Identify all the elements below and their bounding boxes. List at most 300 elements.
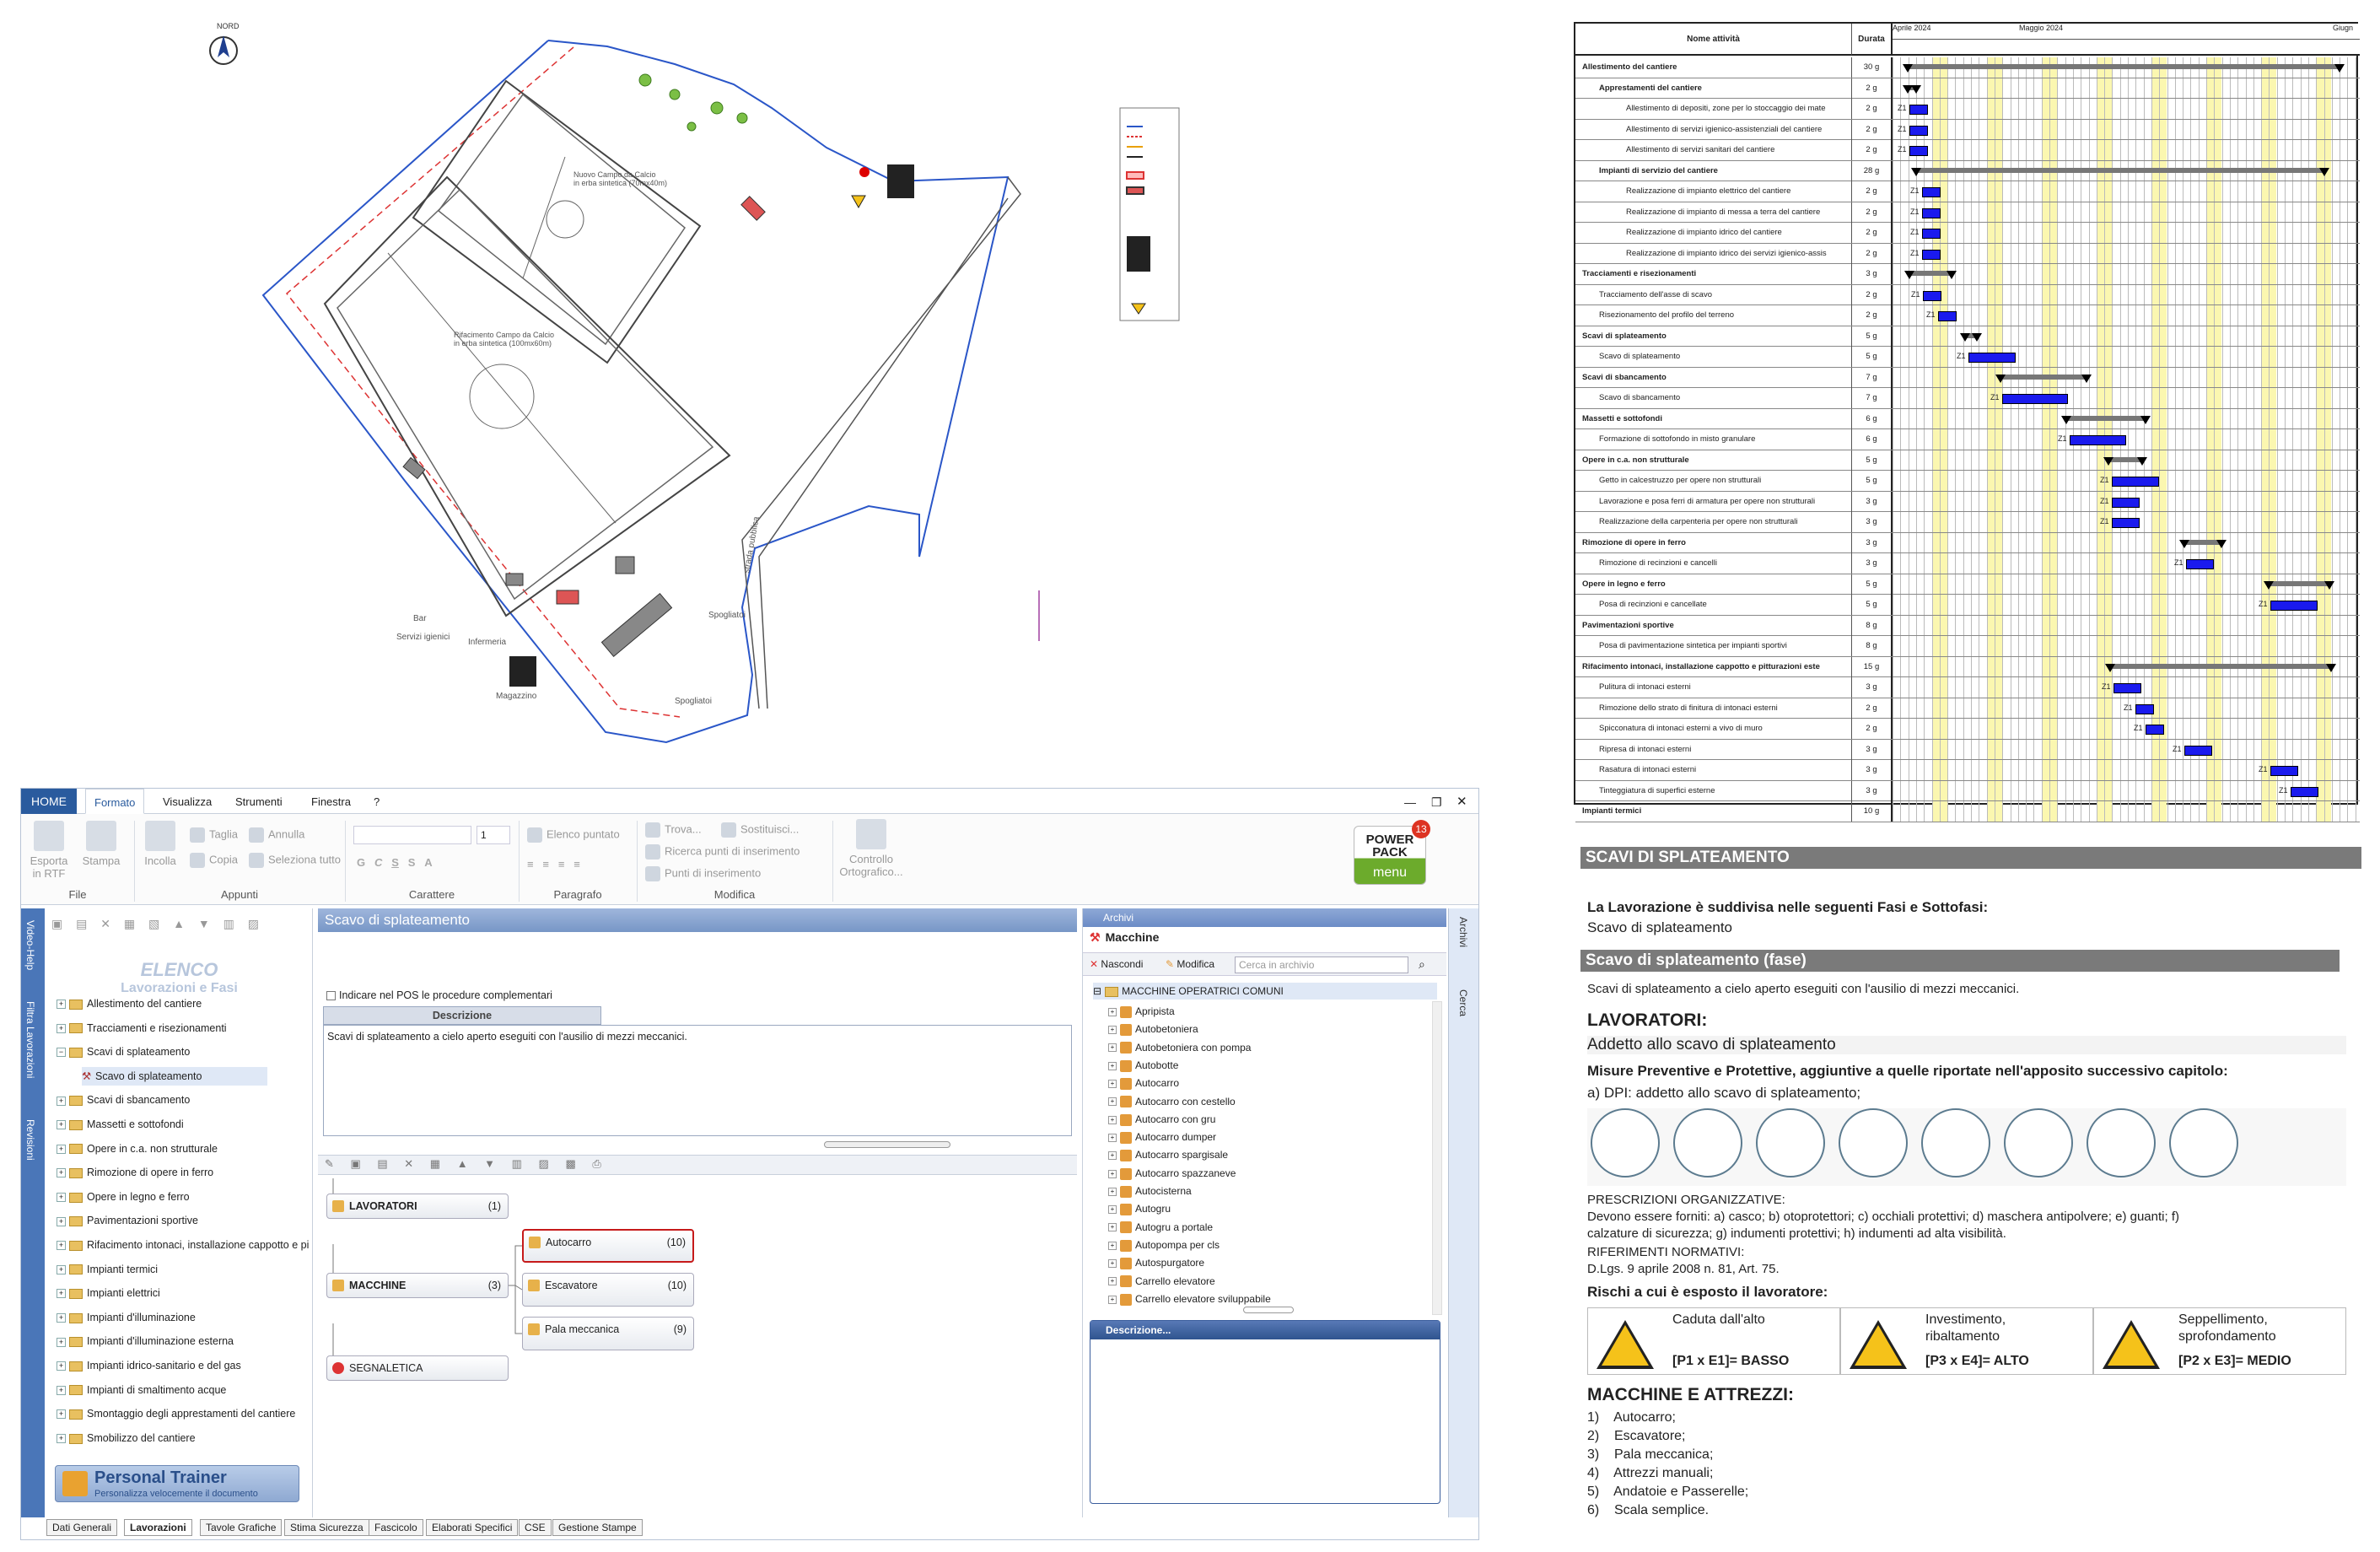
gantt-task-duration: 3 g [1852, 512, 1893, 532]
gantt-task-duration: 7 g [1852, 368, 1893, 388]
gantt-bar [1922, 229, 1941, 239]
description-textarea[interactable]: Scavi di splateamento a cielo aperto eseguiti con l'ausilio di mezzi meccanici. [323, 1025, 1072, 1136]
tab-gestione-stampe[interactable]: Gestione Stampe [552, 1519, 643, 1536]
machine-list-item: 2) Escavatore; [1587, 1429, 1686, 1443]
gloves-icon [1921, 1108, 1990, 1177]
video-help-tab[interactable]: Video-Help [24, 920, 36, 971]
gantt-task-duration: 10 g [1852, 801, 1893, 822]
gantt-month-jun: Giugn [2333, 24, 2354, 32]
archive-scrollbar[interactable] [1432, 1001, 1442, 1315]
notification-badge: 13 [1412, 820, 1430, 838]
gantt-bar [2270, 766, 2298, 776]
tab-cse[interactable]: CSE [519, 1519, 552, 1536]
archive-item[interactable]: + Carrello elevatore [1108, 1273, 1215, 1291]
svg-text:Magazzino: Magazzino [496, 692, 537, 701]
nodes-toolbar[interactable]: ✎ ▣ ▤ ✕ ▦ ▲ ▼ ▥ ▨ ▩ ⎙ [318, 1155, 1077, 1175]
gantt-bar [1922, 250, 1941, 260]
gantt-bar [2112, 477, 2159, 487]
group-paragrafo-label: Paragrafo [553, 888, 602, 901]
gantt-task-name: Posa di pavimentazione sintetica per impianti sportivi [1575, 636, 1852, 656]
tree-item[interactable]: + Opere in c.a. non strutturale [57, 1140, 218, 1158]
copy-button[interactable]: Copia [190, 853, 238, 868]
archive-item[interactable]: + Autospurgatore [1108, 1254, 1204, 1272]
gantt-row [1575, 57, 2360, 78]
replace-icon [721, 822, 736, 838]
tree-item[interactable]: + Massetti e sottofondi [57, 1115, 184, 1134]
folder-icon [69, 1216, 83, 1226]
pin-icon [645, 866, 660, 881]
gantt-task-duration: 28 g [1852, 161, 1893, 181]
find-icon [645, 822, 660, 838]
dust-mask-icon [1839, 1108, 1908, 1177]
machine-icon [1120, 1150, 1132, 1161]
elenco-title: ELENCO [140, 959, 218, 980]
right-side-strip [1448, 908, 1478, 1517]
folder-icon [69, 1264, 83, 1274]
gantt-task-name: Realizzazione di impianto idrico dei servizi igienico-assis [1575, 244, 1852, 264]
gantt-row: Allestimento di servizi igienico-assistenziali del cantiere 2 g Z1 [1575, 120, 2360, 141]
gantt-bar [1923, 291, 1941, 301]
gantt-summary-bar [1965, 333, 1977, 338]
gantt-task-name: Scavo di splateamento [1575, 347, 1852, 367]
segnaletica-node[interactable]: SEGNALETICA [326, 1355, 509, 1381]
gantt-task-name: Rimozione di recinzioni e cancelli [1575, 553, 1852, 574]
doc-fase-desc: Scavi di splateamento a cielo aperto eseguiti con l'ausilio di mezzi meccanici. [1587, 982, 2020, 996]
gantt-task-name: Allestimento di servizi igienico-assistenziali del cantiere [1575, 120, 1852, 140]
doc-riferimenti-label: RIFERIMENTI NORMATIVI: [1587, 1245, 1745, 1259]
archive-item[interactable]: + Apripista [1108, 1003, 1175, 1021]
safety-boots-icon [2004, 1108, 2073, 1177]
left-side-strip [21, 908, 45, 1517]
gantt-task-duration: 2 g [1852, 719, 1893, 739]
archive-item[interactable]: + Autocarro con gru [1108, 1111, 1215, 1129]
gantt-row: Spicconatura di intonaci esterni a vivo di muro 2 g Z1 [1575, 719, 2360, 740]
archive-item[interactable]: + Carrello elevatore sviluppabile [1108, 1291, 1271, 1308]
gantt-summary-bar [1916, 168, 2324, 173]
archive-splitter[interactable] [1243, 1307, 1294, 1313]
gantt-task-name: Pavimentazioni sportive [1575, 616, 1852, 636]
gantt-task-name: Rimozione di opere in ferro [1575, 533, 1852, 553]
site-plan-drawing [0, 0, 1206, 784]
undo-button[interactable]: Annulla [249, 827, 304, 843]
tree-item[interactable]: + Impianti d'illuminazione esterna [57, 1332, 234, 1350]
paste-button[interactable]: Incolla [139, 821, 181, 867]
description-tab[interactable]: Descrizione [323, 1006, 601, 1025]
gantt-task-name: Realizzazione di impianto di messa a terra del cantiere [1575, 202, 1852, 223]
tree-item[interactable]: + Allestimento del cantiere [57, 994, 202, 1013]
gantt-task-name: Scavo di sbancamento [1575, 388, 1852, 408]
export-rtf-button[interactable]: Esporta in RTF [28, 821, 70, 880]
gantt-row: Rasatura di intonaci esterni 3 g Z1 [1575, 760, 2360, 781]
tree-item[interactable]: + Scavi di sbancamento [57, 1091, 190, 1109]
replace-button[interactable]: Sostituisci... [721, 822, 799, 838]
ear-protection-icon [1673, 1108, 1742, 1177]
machine-icon [1120, 1132, 1132, 1144]
gantt-header-name: Nome attività [1575, 24, 1852, 56]
gantt-task-duration: 2 g [1852, 698, 1893, 719]
tree-item[interactable]: + Rimozione di opere in ferro [57, 1163, 213, 1182]
machine-list-item: 3) Pala meccanica; [1587, 1447, 1714, 1462]
gantt-summary-bar [2110, 664, 2331, 669]
copy-icon [190, 853, 205, 868]
search-icon[interactable]: ⌕ [1419, 957, 1425, 971]
folder-icon [69, 1385, 83, 1395]
machine-icon [1120, 1221, 1132, 1233]
gantt-row: Rimozione dello strato di finitura di intonaci esterni 2 g Z1 [1575, 698, 2360, 719]
gantt-row: Getto in calcestruzzo per opere non strutturali 5 g Z1 [1575, 471, 2360, 492]
gantt-summary-bar [1908, 64, 2340, 69]
archive-item[interactable]: + Autocarro spazzaneve [1108, 1165, 1236, 1183]
gantt-row: Allestimento di servizi sanitari del cantiere 2 g Z1 [1575, 140, 2360, 161]
cut-button[interactable]: Taglia [190, 827, 238, 843]
gantt-task-duration: 5 g [1852, 471, 1893, 491]
gantt-task-name: Allestimento di servizi sanitari del cantiere [1575, 140, 1852, 160]
menu-visualizza[interactable]: Visualizza [163, 795, 213, 808]
archive-item[interactable]: + Autobetoniera con pompa [1108, 1039, 1251, 1057]
gantt-task-name: Tinteggiatura di superfici esterne [1575, 781, 1852, 801]
close-icon[interactable]: ✕ [1457, 795, 1467, 809]
gantt-row: Rimozione di recinzioni e cancelli 3 g Z1 [1575, 553, 2360, 574]
archive-description-header: Descrizione... [1090, 1321, 1440, 1339]
machine-icon [1120, 1204, 1132, 1215]
power-pack-line2: PACK [1372, 845, 1408, 860]
gantt-task-duration: 3 g [1852, 492, 1893, 512]
gantt-row: Scavo di sbancamento 7 g Z1 [1575, 388, 2360, 409]
archive-item[interactable]: + Autocarro con cestello [1108, 1093, 1236, 1111]
gantt-bar [2002, 394, 2068, 404]
tree-item[interactable]: + Tracciamenti e risezionamenti [57, 1019, 227, 1037]
tool-icon: ⚒ [82, 1070, 92, 1082]
tree-item[interactable]: + Smobilizzo del cantiere [57, 1429, 196, 1447]
folder-icon [69, 1313, 83, 1323]
gantt-task-name: Realizzazione di impianto elettrico del cantiere [1575, 181, 1852, 202]
gantt-bar [2186, 559, 2214, 569]
svg-text:in erba sintetica (100mx60m): in erba sintetica (100mx60m) [454, 339, 552, 348]
goggles-icon [1756, 1108, 1825, 1177]
gantt-row: Formazione di sottofondo in misto granulare 6 g Z1 [1575, 429, 2360, 450]
menu-strumenti[interactable]: Strumenti [235, 795, 283, 808]
select-all-button[interactable]: Seleziona tutto [249, 853, 341, 868]
svg-text:Spogliatoi: Spogliatoi [675, 697, 712, 706]
gantt-task-duration: 30 g [1852, 57, 1893, 78]
svg-text:Infermeria: Infermeria [468, 638, 507, 647]
ribbon [21, 814, 1478, 905]
machine-icon [1120, 1060, 1132, 1072]
folder-icon [69, 1289, 83, 1299]
gantt-task-name: Impianti di servizio del cantiere [1575, 161, 1852, 181]
tree-item[interactable]: + Impianti termici [57, 1260, 158, 1279]
gantt-task-name: Posa di recinzioni e cancellate [1575, 595, 1852, 615]
gantt-row [1575, 533, 2360, 554]
gantt-task-name: Rifacimento intonaci, installazione cappotto e pitturazioni este [1575, 657, 1852, 677]
svg-text:Spogliatoi: Spogliatoi [708, 611, 746, 620]
gantt-row: Lavorazione e posa ferri di armatura per opere non strutturali 3 g Z1 [1575, 492, 2360, 513]
spellcheck-button[interactable]: Controllo Ortografico... [837, 819, 905, 878]
gantt-summary-bar [2108, 457, 2142, 462]
gantt-task-name: Scavi di sbancamento [1575, 368, 1852, 388]
gantt-row: Realizzazione di impianto elettrico del cantiere 2 g Z1 [1575, 181, 2360, 202]
archivi-title: ⚒ Macchine [1090, 930, 1160, 944]
archive-item[interactable]: + Autocarro dumper [1108, 1129, 1216, 1146]
tab-lavorazioni[interactable]: Lavorazioni [124, 1519, 192, 1536]
tree-item[interactable]: + Impianti elettrici [57, 1284, 160, 1302]
gantt-bar [1909, 126, 1928, 136]
gantt-row [1575, 161, 2360, 182]
font-family-select[interactable] [353, 826, 471, 844]
group-modifica-label: Modifica [713, 888, 756, 901]
elenco-toolbar[interactable]: ▣ ▤ ✕ ▦ ▧ ▲ ▼ ▥ ▨ [51, 917, 264, 930]
gantt-row [1575, 801, 2360, 822]
gantt-task-duration: 2 g [1852, 140, 1893, 160]
gantt-bar [1922, 187, 1941, 197]
doc-fase-name: Scavo di splateamento [1587, 919, 1732, 935]
machine-icon [1120, 1078, 1132, 1090]
power-pack-menu-button[interactable] [1354, 823, 1427, 885]
insert-points-button[interactable]: Punti di inserimento [645, 866, 761, 881]
find-button[interactable]: Trova... [645, 822, 702, 838]
gantt-row [1575, 657, 2360, 678]
helmet-icon [1591, 1108, 1660, 1177]
machine-icon [1120, 1258, 1132, 1269]
folder-icon [69, 1120, 83, 1130]
tree-item[interactable]: ⚒ Scavo di splateamento [82, 1067, 267, 1086]
folder-icon [69, 1096, 83, 1106]
search-insert-points-button[interactable]: Ricerca punti di inserimento [645, 844, 800, 860]
doc-misure: Misure Preventive e Protettive, aggiuntive a quelle riportate nell'apposito successivo capitolo: [1587, 1063, 2228, 1079]
gantt-row [1575, 450, 2360, 472]
gantt-task-name: Lavorazione e posa ferri di armatura per opere non strutturali [1575, 492, 1852, 512]
archive-item[interactable]: + Autocisterna [1108, 1183, 1192, 1200]
power-pack-line1: POWER [1365, 833, 1414, 847]
pos-document [1580, 847, 2365, 1539]
gantt-task-duration: 5 g [1852, 326, 1893, 347]
machine-icon [1120, 1006, 1132, 1018]
gantt-task-duration: 7 g [1852, 388, 1893, 408]
gantt-row: Tinteggiatura di superfici esterne 3 g Z1 [1575, 781, 2360, 802]
gantt-task-name: Scavi di splateamento [1575, 326, 1852, 347]
archive-item[interactable]: + Autogru a portale [1108, 1219, 1213, 1237]
gantt-row: Scavo di splateamento 5 g Z1 [1575, 347, 2360, 368]
archive-item[interactable]: + Autobotte [1108, 1057, 1178, 1075]
group-appunti-label: Appunti [220, 888, 259, 901]
gantt-bar [1938, 311, 1957, 321]
doc-section-header: SCAVI DI SPLATEAMENTO [1580, 847, 2361, 869]
archivi-header: Archivi [1083, 908, 1446, 927]
folder-icon [69, 1241, 83, 1251]
svg-text:Nuovo Campo da Calcio: Nuovo Campo da Calcio [573, 170, 656, 179]
gantt-task-name: Realizzazione di impianto idrico del cantiere [1575, 223, 1852, 243]
machine-list-item: 6) Scala semplice. [1587, 1503, 1710, 1517]
macchine-node[interactable]: MACCHINE (3) [326, 1273, 509, 1298]
doc-fase-header: Scavo di splateamento (fase) [1580, 950, 2340, 972]
protective-suit-icon [2087, 1108, 2156, 1177]
cerca-side-tab[interactable]: Cerca [1457, 989, 1469, 1017]
gantt-task-duration: 2 g [1852, 244, 1893, 264]
menu-finestra[interactable]: Finestra [311, 795, 351, 808]
elenco-subtitle: Lavorazioni e Fasi [121, 981, 238, 995]
power-pack-menu-label: menu [1372, 865, 1408, 880]
gantt-row: Pulitura di intonaci esterni 3 g Z1 [1575, 677, 2360, 698]
machine-list-item: 5) Andatoie e Passerelle; [1587, 1485, 1749, 1499]
gantt-summary-bar [1908, 85, 1916, 90]
gantt-row [1575, 574, 2360, 595]
edit-button[interactable]: ✎ Modifica [1166, 958, 1215, 970]
archive-item[interactable]: + Autopompa per cls [1108, 1237, 1220, 1254]
archive-item[interactable]: + Autogru [1108, 1200, 1171, 1218]
doc-prescrizioni-text1: Devono essere forniti: a) casco; b) otoprotettori; c) occhiali protettivi; d) maschera antipolvere; e) guanti; f) [1587, 1210, 2179, 1224]
editor-window [20, 788, 1479, 1540]
gantt-task-duration: 2 g [1852, 202, 1893, 223]
folder-icon [69, 1144, 83, 1154]
archive-item[interactable]: + Autobetoniera [1108, 1021, 1198, 1038]
filter-lavorazioni-tab[interactable]: Filtra Lavorazioni [24, 1001, 36, 1079]
pala-node[interactable]: Pala meccanica (9) [522, 1317, 694, 1350]
trainer-subtitle: Personalizza velocemente il documento [94, 1489, 258, 1499]
gantt-task-name: Rasatura di intonaci esterni [1575, 760, 1852, 780]
doc-suddivisa: La Lavorazione è suddivisa nelle seguenti Fasi e Sottofasi: [1587, 899, 1989, 915]
archivi-side-tab[interactable]: Archivi [1457, 917, 1469, 948]
folder-icon [69, 1000, 83, 1010]
gantt-row [1575, 409, 2360, 430]
pos-procedures-checkbox[interactable]: Indicare nel POS le procedure complementari [326, 989, 552, 1001]
gantt-task-name: Tracciamento dell'asse di scavo [1575, 285, 1852, 305]
gantt-month-apr: Aprile 2024 [1893, 24, 1931, 32]
gantt-row [1575, 78, 2360, 100]
folder-icon [69, 1434, 83, 1444]
minimize-icon[interactable]: — [1404, 795, 1416, 809]
font-size-select[interactable]: 1 [477, 826, 510, 844]
bold-button[interactable]: G C S S A [357, 856, 433, 869]
personal-trainer-button[interactable] [55, 1465, 299, 1502]
gantt-bar [1968, 353, 2016, 363]
gantt-row: Realizzazione di impianto di messa a terra del cantiere 2 g Z1 [1575, 202, 2360, 224]
search-icon [645, 844, 660, 860]
gantt-bar [2135, 704, 2154, 714]
machine-icon [1120, 1114, 1132, 1126]
hide-button[interactable]: ✕ Nascondi [1090, 958, 1144, 970]
autocarro-node[interactable]: Autocarro (10) [522, 1229, 694, 1263]
gantt-task-duration: 3 g [1852, 740, 1893, 760]
spellcheck-icon [856, 819, 886, 849]
revisioni-tab[interactable]: Revisioni [24, 1119, 36, 1161]
fase-title: Scavo di splateamento [318, 908, 1077, 932]
tab-fascicolo[interactable]: Fascicolo [369, 1519, 423, 1536]
group-file-label: File [68, 888, 87, 901]
tree-item[interactable]: + Opere in legno e ferro [57, 1188, 190, 1206]
select-all-icon [249, 853, 264, 868]
gantt-task-duration: 6 g [1852, 409, 1893, 429]
gantt-task-duration: 15 g [1852, 657, 1893, 677]
tab-elaborati-specifici[interactable]: Elaborati Specifici [426, 1519, 518, 1536]
gantt-bar [1909, 146, 1928, 156]
gantt-row: Realizzazione di impianto idrico dei servizi igienico-assis 2 g Z1 [1575, 244, 2360, 265]
gantt-header-duration: Durata [1852, 24, 1893, 56]
tree-item[interactable]: + Impianti d'illuminazione [57, 1308, 196, 1327]
tree-item[interactable]: + Pavimentazioni sportive [57, 1211, 198, 1230]
gantt-task-duration: 2 g [1852, 99, 1893, 119]
tab-dati-generali[interactable]: Dati Generali [46, 1519, 117, 1536]
splitter-handle[interactable] [824, 1141, 950, 1148]
menu-home[interactable]: HOME [21, 789, 77, 814]
doc-rischi-heading: Rischi a cui è esposto il lavoratore: [1587, 1284, 1828, 1300]
tree-item[interactable]: + Impianti idrico-sanitario e del gas [57, 1356, 241, 1375]
tree-item[interactable]: + Smontaggio degli apprestamenti del cantiere [57, 1404, 295, 1423]
folder-icon [69, 1168, 83, 1178]
machine-icon [1120, 1042, 1132, 1054]
tree-item[interactable]: + Impianti di smaltimento acque [57, 1381, 226, 1399]
gantt-task-duration: 8 g [1852, 636, 1893, 656]
tree-item[interactable]: − Scavi di splateamento [57, 1043, 190, 1061]
gantt-task-name: Opere in c.a. non strutturale [1575, 450, 1852, 471]
bullet-list-icon [527, 827, 542, 843]
fase-editor-panel [318, 908, 1077, 1517]
tab-tavole-grafiche[interactable]: Tavole Grafiche [200, 1519, 282, 1536]
archive-root-item[interactable]: ⊟ MACCHINE OPERATRICI COMUNI [1093, 983, 1437, 1000]
doc-lavoratori-heading: LAVORATORI: [1587, 1010, 1708, 1030]
gantt-task-duration: 2 g [1852, 181, 1893, 202]
tab-stima-sicurezza[interactable]: Stima Sicurezza [284, 1519, 369, 1536]
gantt-row: Risezionamento del profilo del terreno 2 g Z1 [1575, 305, 2360, 326]
gantt-task-name: Formazione di sottofondo in misto granulare [1575, 429, 1852, 450]
gantt-row: Posa di recinzioni e cancellate 5 g Z1 [1575, 595, 2360, 616]
gantt-task-name: Allestimento del cantiere [1575, 57, 1852, 78]
tree-item[interactable]: + Rifacimento intonaci, installazione cappotto e pi [57, 1236, 309, 1254]
gantt-bar [2112, 518, 2140, 528]
restore-icon[interactable]: ❐ [1431, 795, 1442, 809]
menu-help[interactable]: ? [374, 795, 380, 808]
align-buttons[interactable]: ≡ ≡ ≡ ≡ [527, 858, 580, 870]
machine-icon [1120, 1024, 1132, 1036]
gantt-summary-bar [2000, 375, 2087, 380]
gantt-task-duration: 2 g [1852, 120, 1893, 140]
gantt-row [1575, 636, 2360, 657]
gantt-task-duration: 2 g [1852, 223, 1893, 243]
print-button[interactable]: Stampa [80, 821, 122, 867]
archive-item[interactable]: + Autocarro [1108, 1075, 1179, 1092]
bullet-list-button[interactable]: Elenco puntato [527, 827, 620, 843]
gantt-bar [2146, 725, 2164, 735]
gantt-bar [1922, 208, 1941, 218]
gantt-task-name: Pulitura di intonaci esterni [1575, 677, 1852, 698]
gantt-bar [2112, 498, 2140, 508]
menu-formato[interactable]: Formato [85, 789, 144, 814]
scissors-icon [190, 827, 205, 843]
escavatore-node[interactable]: Escavatore (10) [522, 1273, 694, 1307]
machine-icon [1120, 1275, 1132, 1287]
machine-list-item: 1) Autocarro; [1587, 1410, 1676, 1425]
node-connectors [318, 908, 706, 1415]
gantt-task-duration: 2 g [1852, 285, 1893, 305]
gantt-summary-bar [2066, 416, 2146, 421]
archive-item[interactable]: + Autocarro spargisale [1108, 1146, 1228, 1164]
gantt-task-duration: 5 g [1852, 595, 1893, 615]
archive-search-input[interactable]: Cerca in archivio [1235, 957, 1408, 973]
hi-vis-vest-icon [2169, 1108, 2238, 1177]
machine-list-item: 4) Attrezzi manuali; [1587, 1466, 1714, 1480]
gantt-row [1575, 368, 2360, 389]
gantt-row: Realizzazione della carpenteria per opere non strutturali 3 g Z1 [1575, 512, 2360, 533]
gantt-summary-bar [2269, 581, 2329, 586]
folder-icon [69, 1193, 83, 1203]
folder-icon [69, 1023, 83, 1033]
dpi-icons-row [1587, 1108, 2346, 1186]
doc-addetto: Addetto allo scavo di splateamento [1587, 1036, 2346, 1054]
gantt-task-name: Ripresa di intonaci esterni [1575, 740, 1852, 760]
lavoratori-node[interactable]: LAVORATORI (1) [326, 1194, 509, 1219]
gantt-task-duration: 5 g [1852, 347, 1893, 367]
gantt-header-timeline [1893, 24, 2360, 56]
gantt-chart [1574, 22, 2358, 816]
